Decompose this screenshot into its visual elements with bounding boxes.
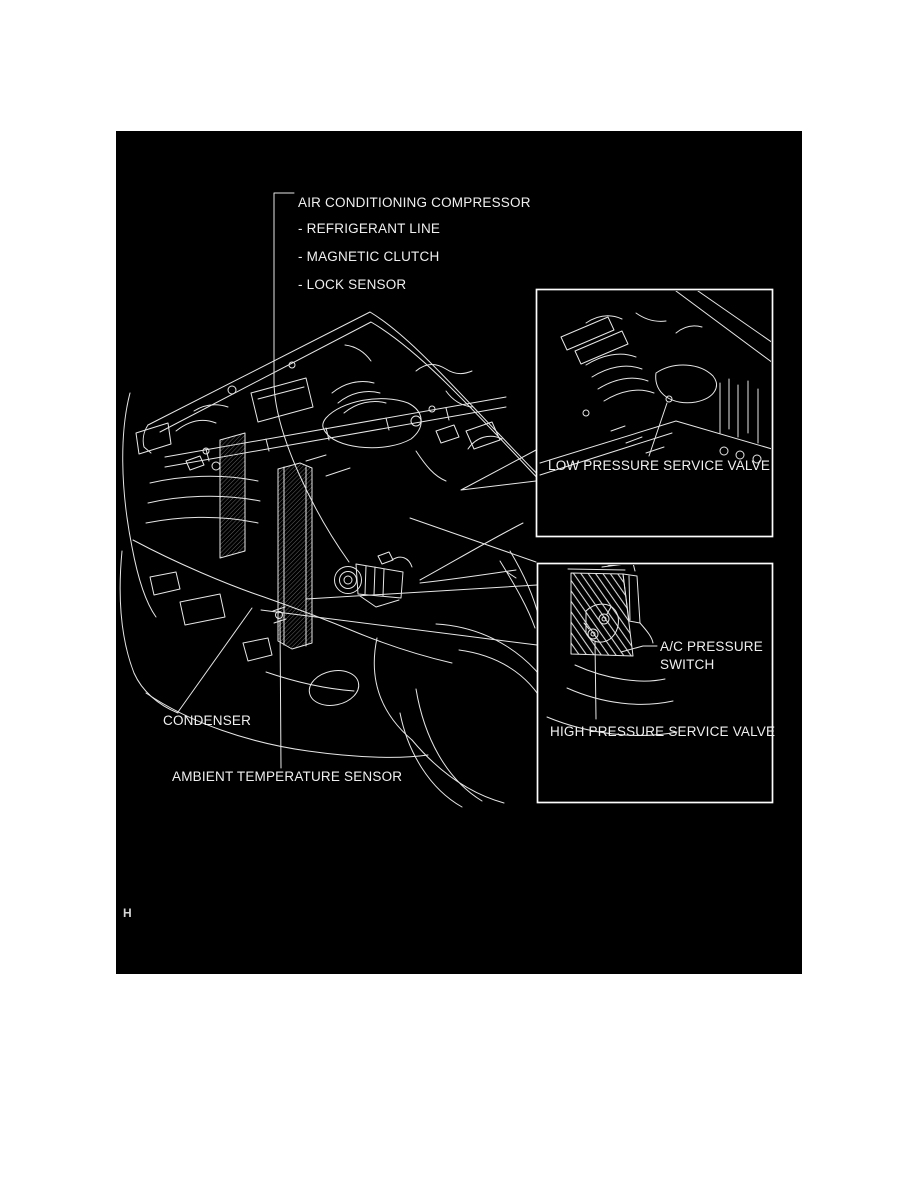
component-location-diagram bbox=[116, 131, 802, 974]
label-low-pressure-service-valve: LOW PRESSURE SERVICE VALVE bbox=[548, 458, 771, 473]
condenser-leader-line bbox=[178, 608, 252, 712]
inset1-callout-wedge bbox=[461, 450, 536, 490]
footnote-h: H bbox=[123, 906, 132, 920]
inset-high-pressure-box bbox=[538, 559, 776, 803]
condenser-core bbox=[220, 433, 312, 649]
label-condenser: CONDENSER bbox=[163, 713, 252, 728]
truck-line-art bbox=[116, 131, 802, 974]
fender-lines bbox=[410, 518, 536, 583]
label-ambient-temperature-sensor: AMBIENT TEMPERATURE SENSOR bbox=[172, 769, 403, 784]
label-magnetic-clutch: - MAGNETIC CLUTCH bbox=[298, 249, 440, 264]
label-high-pressure-service-valve: HIGH PRESSURE SERVICE VALVE bbox=[550, 724, 776, 739]
radiator-support bbox=[165, 397, 506, 467]
inset-low-pressure-box bbox=[537, 290, 774, 537]
label-refrigerant-line: - REFRIGERANT LINE bbox=[298, 221, 441, 236]
label-air-conditioning-compressor: AIR CONDITIONING COMPRESSOR bbox=[298, 195, 531, 210]
label-ac-pressure-switch-line2: SWITCH bbox=[660, 657, 715, 672]
label-ac-pressure-switch-line1: A/C PRESSURE bbox=[660, 639, 763, 654]
ac-compressor bbox=[335, 552, 413, 607]
label-lock-sensor: - LOCK SENSOR bbox=[298, 277, 407, 292]
